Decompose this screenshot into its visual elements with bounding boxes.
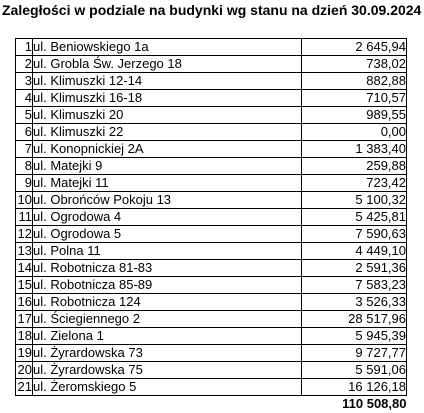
table-row <box>16 260 407 277</box>
amount-cell: 882,88 <box>302 73 407 90</box>
amount-cell: 738,02 <box>302 56 407 73</box>
amount-cell: 2 591,36 <box>302 260 407 277</box>
table-row <box>16 277 407 294</box>
amount-cell: 989,55 <box>302 107 407 124</box>
amount-cell: 1 383,40 <box>302 141 407 158</box>
address-cell: ul. Klimuszki 20 <box>33 107 302 124</box>
address-cell: ul. Klimuszki 16-18 <box>33 90 302 107</box>
address-cell: ul. Robotnicza 124 <box>33 294 302 311</box>
amount-cell: 16 126,18 <box>302 379 407 396</box>
row-number-cell: 1 <box>16 39 33 56</box>
address-cell: ul. Ogrodowa 5 <box>33 226 302 243</box>
row-number-cell: 12 <box>16 226 33 243</box>
empty-cell <box>33 396 302 413</box>
row-number-cell: 8 <box>16 158 33 175</box>
address-cell: ul. Matejki 11 <box>33 175 302 192</box>
table-row <box>16 90 407 107</box>
arrears-table <box>15 38 407 412</box>
row-number-cell: 16 <box>16 294 33 311</box>
amount-cell: 9 727,77 <box>302 345 407 362</box>
row-number-cell: 6 <box>16 124 33 141</box>
amount-cell: 723,42 <box>302 175 407 192</box>
table-row <box>16 39 407 56</box>
amount-cell: 28 517,96 <box>302 311 407 328</box>
address-cell: ul. Żyrardowska 75 <box>33 362 302 379</box>
amount-cell: 259,88 <box>302 158 407 175</box>
amount-cell: 0,00 <box>302 124 407 141</box>
address-cell: ul. Beniowskiego 1a <box>33 39 302 56</box>
table-row <box>16 345 407 362</box>
table-row <box>16 192 407 209</box>
row-number-cell: 21 <box>16 379 33 396</box>
address-cell: ul. Żyrardowska 73 <box>33 345 302 362</box>
address-cell: ul. Grobla Św. Jerzego 18 <box>33 56 302 73</box>
table-row <box>16 141 407 158</box>
page-title: Zaległości w podziale na budynki wg stanu na dzień 30.09.2024 <box>2 2 422 18</box>
table-body <box>16 39 407 413</box>
row-number-cell: 5 <box>16 107 33 124</box>
amount-cell: 5 591,06 <box>302 362 407 379</box>
address-cell: ul. Klimuszki 12-14 <box>33 73 302 90</box>
address-cell: ul. Ogrodowa 4 <box>33 209 302 226</box>
amount-cell: 3 526,33 <box>302 294 407 311</box>
table-row <box>16 226 407 243</box>
address-cell: ul. Robotnicza 85-89 <box>33 277 302 294</box>
table-row <box>16 56 407 73</box>
amount-cell: 5 425,81 <box>302 209 407 226</box>
table-row <box>16 124 407 141</box>
amount-cell: 4 449,10 <box>302 243 407 260</box>
row-number-cell: 13 <box>16 243 33 260</box>
table-row <box>16 379 407 396</box>
empty-cell <box>16 396 33 413</box>
row-number-cell: 4 <box>16 90 33 107</box>
amount-cell: 5 100,32 <box>302 192 407 209</box>
row-number-cell: 7 <box>16 141 33 158</box>
address-cell: ul. Obrońców Pokoju 13 <box>33 192 302 209</box>
row-number-cell: 9 <box>16 175 33 192</box>
row-number-cell: 3 <box>16 73 33 90</box>
row-number-cell: 2 <box>16 56 33 73</box>
row-number-cell: 15 <box>16 277 33 294</box>
address-cell: ul. Zielona 1 <box>33 328 302 345</box>
row-number-cell: 18 <box>16 328 33 345</box>
table-row <box>16 362 407 379</box>
address-cell: ul. Ściegiennego 2 <box>33 311 302 328</box>
table-row <box>16 73 407 90</box>
address-cell: ul. Żeromskiego 5 <box>33 379 302 396</box>
row-number-cell: 11 <box>16 209 33 226</box>
address-cell: ul. Klimuszki 22 <box>33 124 302 141</box>
table-row <box>16 328 407 345</box>
table-row <box>16 209 407 226</box>
total-amount: 110 508,80 <box>342 396 407 411</box>
amount-cell: 7 583,23 <box>302 277 407 294</box>
table-row <box>16 311 407 328</box>
row-number-cell: 19 <box>16 345 33 362</box>
address-cell: ul. Matejki 9 <box>33 158 302 175</box>
table-row <box>16 158 407 175</box>
amount-cell: 2 645,94 <box>302 39 407 56</box>
table-row <box>16 243 407 260</box>
row-number-cell: 14 <box>16 260 33 277</box>
amount-cell: 710,57 <box>302 90 407 107</box>
row-number-cell: 20 <box>16 362 33 379</box>
table-row <box>16 294 407 311</box>
table-row <box>16 107 407 124</box>
row-number-cell: 17 <box>16 311 33 328</box>
address-cell: ul. Konopnickiej 2A <box>33 141 302 158</box>
address-cell: ul. Polna 11 <box>33 243 302 260</box>
table-row <box>16 175 407 192</box>
amount-cell: 7 590,63 <box>302 226 407 243</box>
amount-cell: 5 945,39 <box>302 328 407 345</box>
row-number-cell: 10 <box>16 192 33 209</box>
total-row <box>16 396 407 413</box>
address-cell: ul. Robotnicza 81-83 <box>33 260 302 277</box>
